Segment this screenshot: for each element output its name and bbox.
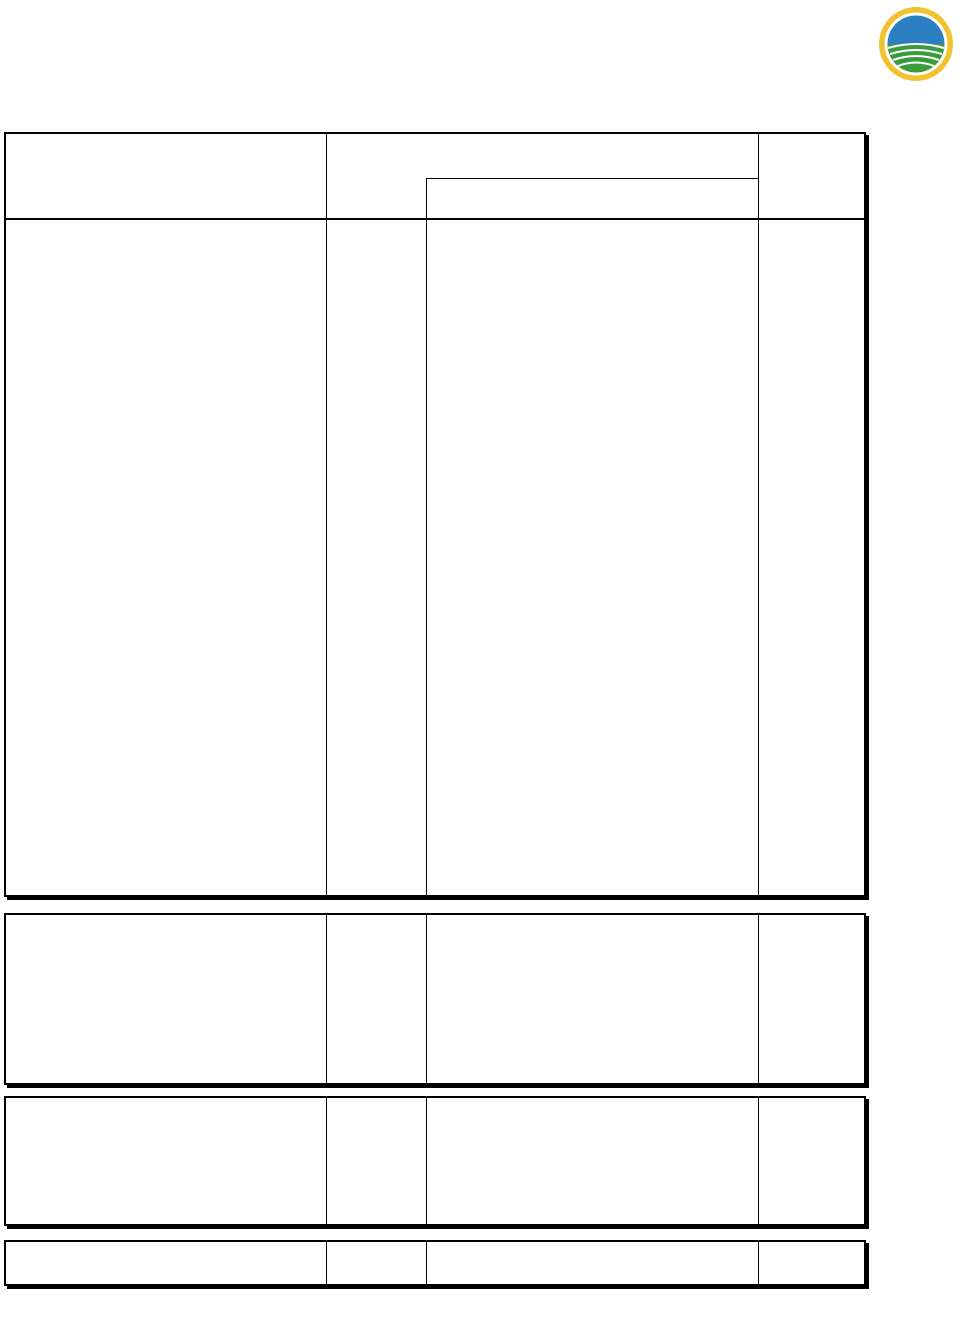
enterprise-count-table (4, 1240, 866, 1286)
footer-author (5, 1323, 83, 1339)
sales-table (4, 1096, 866, 1226)
header-col-boh (648, 182, 748, 214)
header-col-kar (426, 182, 526, 214)
header-unit (326, 134, 426, 218)
main-product-table (4, 913, 866, 1085)
header-indicator (6, 134, 326, 218)
header-total (758, 134, 866, 218)
cost-table (4, 132, 866, 897)
uzei-logo-icon (876, 4, 956, 84)
header-col-b (536, 182, 648, 214)
header-region-group (426, 142, 758, 172)
footer-source (5, 1300, 83, 1316)
